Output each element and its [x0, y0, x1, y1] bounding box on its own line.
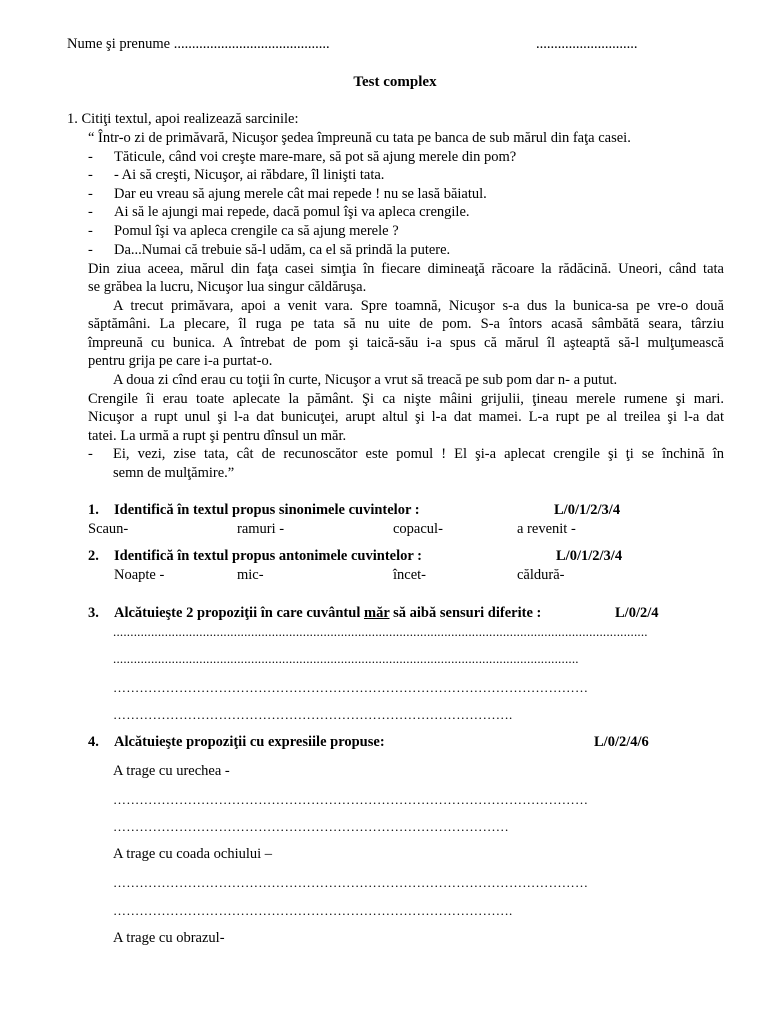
q2-word: Noapte - — [114, 567, 165, 583]
answer-line[interactable]: ……………………………………………………………………………………………… — [113, 875, 589, 890]
expression-label: A trage cu coada ochiului – — [113, 846, 273, 862]
date-field-line: ............................ — [536, 36, 638, 52]
question-2: 2. Identifică în textul propus antonimele cuvintelor : — [88, 548, 422, 564]
question-3-score: L/0/2/4 — [615, 605, 659, 621]
question-2-score: L/0/1/2/3/4 — [556, 548, 623, 564]
q1-word: copacul- — [393, 521, 443, 537]
question-1: 1. Identifică în textul propus sinonimele cuvintelor : — [88, 502, 420, 518]
story-paragraph-line: Nicuşor a rupt unul şi l-a dat bunicuţei, arupt altul şi l-a dat mamei. L-a rupt pe al treilea şi l-a dat — [88, 409, 724, 425]
story-paragraph-line: săptămâni. La plecare, îl ruga pe tata să nu uite de pom. S-a întors acasă sâmbătă seara, târziu — [88, 316, 724, 332]
story-paragraph-line: Crengile îi erau toate aplecate la pământ. Şi ca nişte mâini grijulii, ţineau merele rumene şi mari. — [88, 391, 724, 407]
answer-line[interactable]: ……………………………………………………………………………… — [113, 819, 509, 834]
question-3: 3. Alcătuieşte 2 propoziţii în care cuvântul măr să aibă sensuri diferite : — [88, 605, 542, 621]
dialogue-line: - Tăticule, când voi creşte mare-mare, să pot să ajung merele din pom? — [88, 149, 517, 165]
answer-line[interactable]: ........................................................................................................................................................... — [113, 624, 648, 639]
answer-line[interactable]: ………………………………………………………………………………. — [113, 903, 513, 918]
q1-word: ramuri - — [237, 521, 285, 537]
dialogue-line: - - Ai să creşti, Nicuşor, ai răbdare, îl linişti tata. — [88, 167, 385, 183]
story-paragraph-line: semn de mulţămire.” — [113, 465, 235, 481]
answer-line[interactable]: ....................................................................................................................................... — [113, 651, 579, 666]
q1-word: a revenit - — [517, 521, 576, 537]
page-title: Test complex — [353, 74, 437, 90]
answer-line[interactable]: ……………………………………………………………………………………………… — [113, 680, 589, 695]
story-opening: “ Într-o zi de primăvară, Nicuşor şedea împreună cu tata pe banca de sub mărul din faţa casei. — [88, 130, 631, 146]
dash: - — [88, 242, 93, 258]
expression-label: A trage cu obrazul- — [113, 930, 225, 946]
q2-word: căldură- — [517, 567, 565, 583]
dash: - — [88, 149, 93, 165]
story-paragraph-line: se grăbea la lucru, Nicuşor lua singur căldăruşa. — [88, 279, 367, 295]
dash: - — [88, 223, 93, 239]
dash: - — [88, 204, 93, 220]
q1-word: Scaun- — [88, 521, 129, 537]
story-paragraph-line: A trecut primăvara, apoi a venit vara. Spre toamnă, Nicuşor s-a dus la bunica-sa pe vre-o două — [113, 298, 724, 314]
dialogue-line: - Da...Numai că trebuie să-l udăm, ca el să prindă la putere. — [88, 242, 451, 258]
q2-word: încet- — [393, 567, 427, 583]
story-paragraph-line: A doua zi cînd erau cu toţii în curte, Nicuşor a vrut să treacă pe sub pom dar n- a putut. — [113, 372, 618, 388]
keyword-mar: măr — [363, 605, 390, 621]
story-paragraph-line: Din ziua aceea, mărul din faţa casei simţia în fiecare dimineaţă răcoare la rădăcină. Uneori, când tata — [88, 261, 724, 277]
answer-line[interactable]: ……………………………………………………………………………………………… — [113, 792, 589, 807]
story-paragraph-line: pentru grija pe care i-a purtat-o. — [88, 353, 273, 369]
dialogue-line: - Pomul îşi va apleca crengile ca să ajung merele ? — [88, 223, 399, 239]
answer-line[interactable]: ………………………………………………………………………………. — [113, 707, 513, 722]
name-field-label: Nume şi prenume ........................................... — [67, 36, 330, 52]
test-page: Nume şi prenume ........................................... ............................ Test complex 1. Citiţi textul, apoi realizează sarcinile: “ Într-o zi de primăvară, Nicuşor şedea împreună cu tata pe banca de sub mărul din faţa casei. - Tăticule, când voi creşte mare-mare, să pot să ajung merele din pom? - - Ai să creşti, Nicuşor, ai răbdare, îl linişti tata. - Dar eu vreau să ajung merele cât mai repede ! nu se lasă băiatul. - Ai să le ajungi mai repede, dacă pomul îşi va apleca crengile. - Pomul îşi va apleca crengile ca să ajung merele ? - Da...Numai că trebuie să-l udăm, ca el să prindă la putere. Din ziua aceea, mărul din faţa casei simţia în fiecare dimineaţă răcoare la rădăcină. Uneori, când tata se grăbea la lucru, Nicuşor lua singur căldăruşa. A trecut primăvara, apoi a venit vara. Spre toamnă, Nicuşor s-a dus la bunica-sa pe vre-o două săptămâni. La plecare, îl ruga pe tata să nu uite de pom. S-a întors acasă sâmbătă seara, târziu împreună cu bunica. A întrebat de pom şi taică-său i-a spus că mărul îl aşteaptă să-l mulţumească pentru grija pe care i-a purtat-o. A doua zi cînd erau cu toţii în curte, Nicuşor a vrut să treacă pe sub pom dar n- a putut. Crengile îi erau toate aplecate la pământ. Şi ca nişte mâini grijulii, ţineau merele rumene şi mari. Nicuşor a rupt unul şi l-a dat bunicuţei, arupt altul şi l-a dat mamei. L-a rupt pe al treilea şi l-a dat tatei. La urmă a rupt şi pentru dînsul un măr. - Ei, vezi, zise tata, cât de recunoscător este pomul ! El şi-a aplecat crengile şi ţi se închină în semn de mulţămire.” 1. Identifică în textul propus sinonimele cuvintelor : L/0/1/2/3/4 Scaun- ramuri - copacul- a revenit - 2. Identifică în textul propus antonimele cuvintelor : L/0/1/2/3/4 Noapte - mic- încet- căldură- 3. Alcătuieşte 2 propoziţii în care cuvântul măr să aibă sensuri diferite : L/0/2/4 ........................................................................................................................................................... ....................................................................................................................................... ……………………………………………………………………………………………… ………………………………………………………………………………. 4. Alcătuieşte propoziţii cu expresiile propuse: L/0/2/4/6 A trage cu urechea - ……………………………………………………………………………………………… ……………………………………………………………………………… A trage cu coada ochiului – ……………………………………………………………………………………………… ………………………………………………………………………………. A trage cu obrazul- — [0, 0, 768, 1024]
expression-label: A trage cu urechea - — [113, 763, 230, 779]
q2-word: mic- — [237, 567, 264, 583]
dash: - — [88, 446, 93, 462]
question-1-score: L/0/1/2/3/4 — [554, 502, 621, 518]
question-4-score: L/0/2/4/6 — [594, 734, 649, 750]
dash: - — [88, 186, 93, 202]
dash: - — [88, 167, 93, 183]
story-paragraph-line: împreună cu bunica. A întrebat de pom şi taică-său i-a spus că mărul îl aşteaptă să-l mulţumească — [88, 335, 724, 351]
task1-intro: 1. Citiţi textul, apoi realizează sarcinile: — [67, 111, 299, 127]
question-4: 4. Alcătuieşte propoziţii cu expresiile propuse: — [88, 734, 385, 750]
dialogue-line: - Dar eu vreau să ajung merele cât mai repede ! nu se lasă băiatul. — [88, 186, 487, 202]
dialogue-line: - Ai să le ajungi mai repede, dacă pomul îşi va apleca crengile. — [88, 204, 470, 220]
story-paragraph-line: tatei. La urmă a rupt şi pentru dînsul un măr. — [88, 428, 347, 444]
